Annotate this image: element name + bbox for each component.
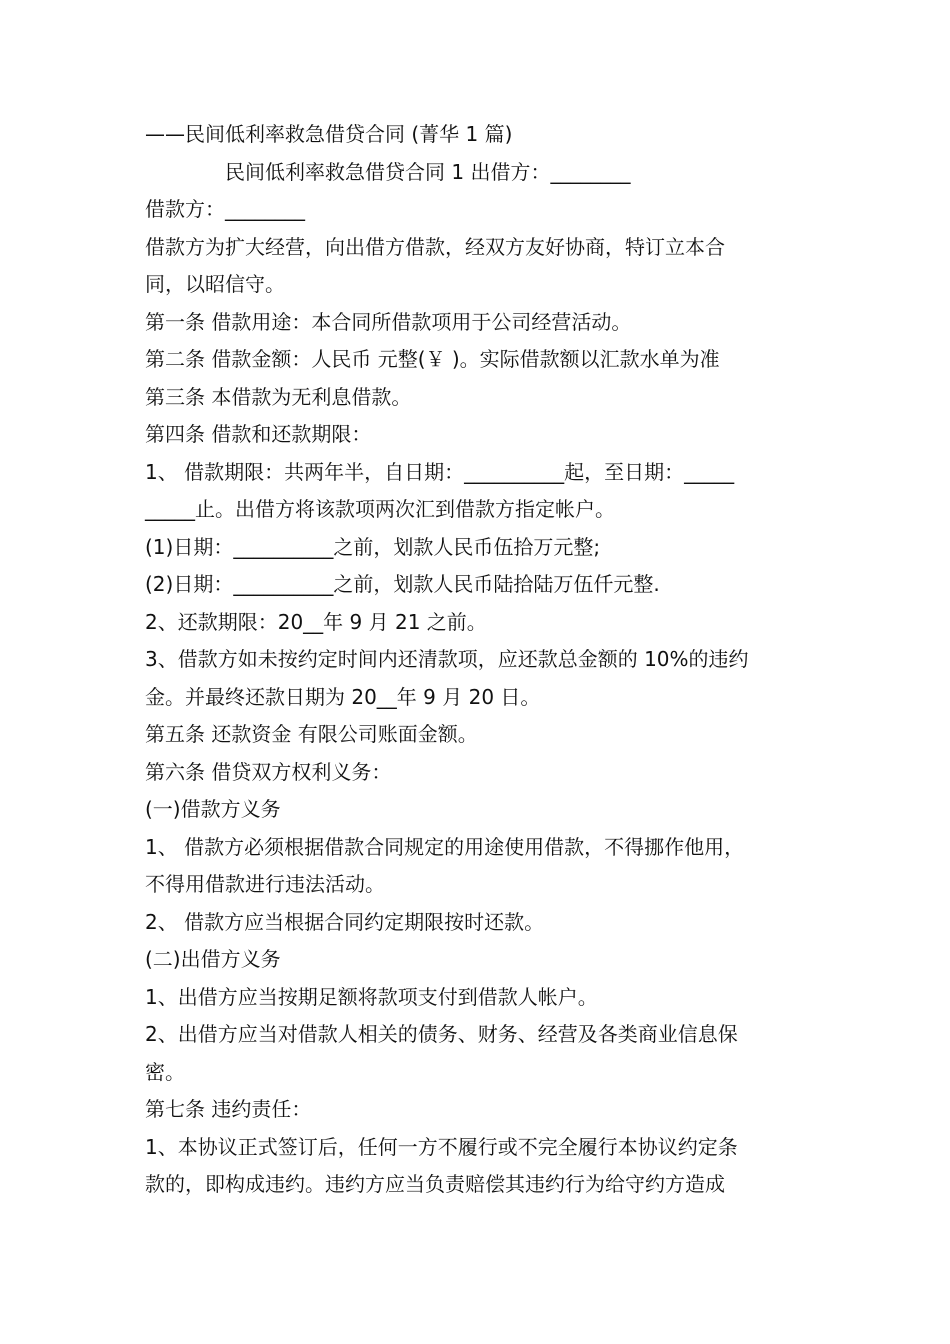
borrower-line: 借款方：________ (145, 197, 305, 221)
article-6-section-2-item-1: 1、出借方应当按期足额将款项支付到借款人帐户。 (145, 984, 598, 1009)
document-title-line: ——民间低利率救急借贷合同 (菁华 1 篇) (145, 122, 513, 146)
article-2-line: 第二条 借款金额：人民币 元整(￥ )。实际借款额以汇款水单为准 (145, 347, 720, 371)
article-1-line: 第一条 借款用途：本合同所借款项用于公司经营活动。 (145, 309, 632, 334)
article-4-subitem-1: (1)日期：__________之前，划款人民币伍拾万元整; (145, 534, 601, 559)
contract-heading-lender: 民间低利率救急借贷合同 1 出借方：________ (225, 159, 631, 184)
article-3-line: 第三条 本借款为无利息借款。 (145, 384, 412, 409)
article-6-heading: 第六条 借贷双方权利义务： (145, 759, 392, 784)
article-4-item-2: 2、还款期限：20__年 9 月 21 之前。 (145, 609, 487, 634)
article-4-item-3-line-1: 3、借款方如未按约定时间内还清款项，应还款总金额的 10%的违约 (145, 647, 749, 671)
article-4-subitem-2: (2)日期：__________之前，划款人民币陆拾陆万伍仟元整. (145, 572, 660, 596)
article-6-section-1-heading: (一)借款方义务 (145, 797, 281, 821)
preamble-line-1: 借款方为扩大经营，向出借方借款，经双方友好协商，特订立本合 (145, 234, 725, 259)
article-7-heading: 第七条 违约责任： (145, 1097, 312, 1121)
article-4-item-1-line-2: _____止。出借方将该款项两次汇到借款方指定帐户。 (145, 497, 615, 521)
article-5-line: 第五条 还款资金 有限公司账面金额。 (145, 722, 478, 746)
article-6-section-2-heading: (二)出借方义务 (145, 947, 281, 971)
article-6-section-1-item-1-line-1: 1、 借款方必须根据借款合同规定的用途使用借款，不得挪作他用， (145, 834, 745, 859)
preamble-line-2: 同，以昭信守。 (145, 272, 285, 296)
article-6-section-2-item-2-line-1: 2、出借方应当对借款人相关的债务、财务、经营及各类商业信息保 (145, 1022, 738, 1046)
document-body (145, 116, 817, 1204)
article-6-section-2-item-2-line-2: 密。 (145, 1059, 185, 1084)
article-4-heading: 第四条 借款和还款期限： (145, 422, 372, 446)
article-7-item-1-line-2: 款的，即构成违约。违约方应当负责赔偿其违约行为给守约方造成 (145, 1172, 725, 1196)
article-4-item-1-line-1: 1、 借款期限：共两年半，自日期：__________起，至日期：_____ (145, 459, 735, 484)
article-6-section-1-item-1-line-2: 不得用借款进行违法活动。 (145, 872, 385, 896)
article-7-item-1-line-1: 1、本协议正式签订后，任何一方不履行或不完全履行本协议约定条 (145, 1134, 738, 1159)
article-4-item-3-line-2: 金。并最终还款日期为 20__年 9 月 20 日。 (145, 684, 541, 709)
article-6-section-1-item-2: 2、 借款方应当根据合同约定期限按时还款。 (145, 909, 545, 934)
